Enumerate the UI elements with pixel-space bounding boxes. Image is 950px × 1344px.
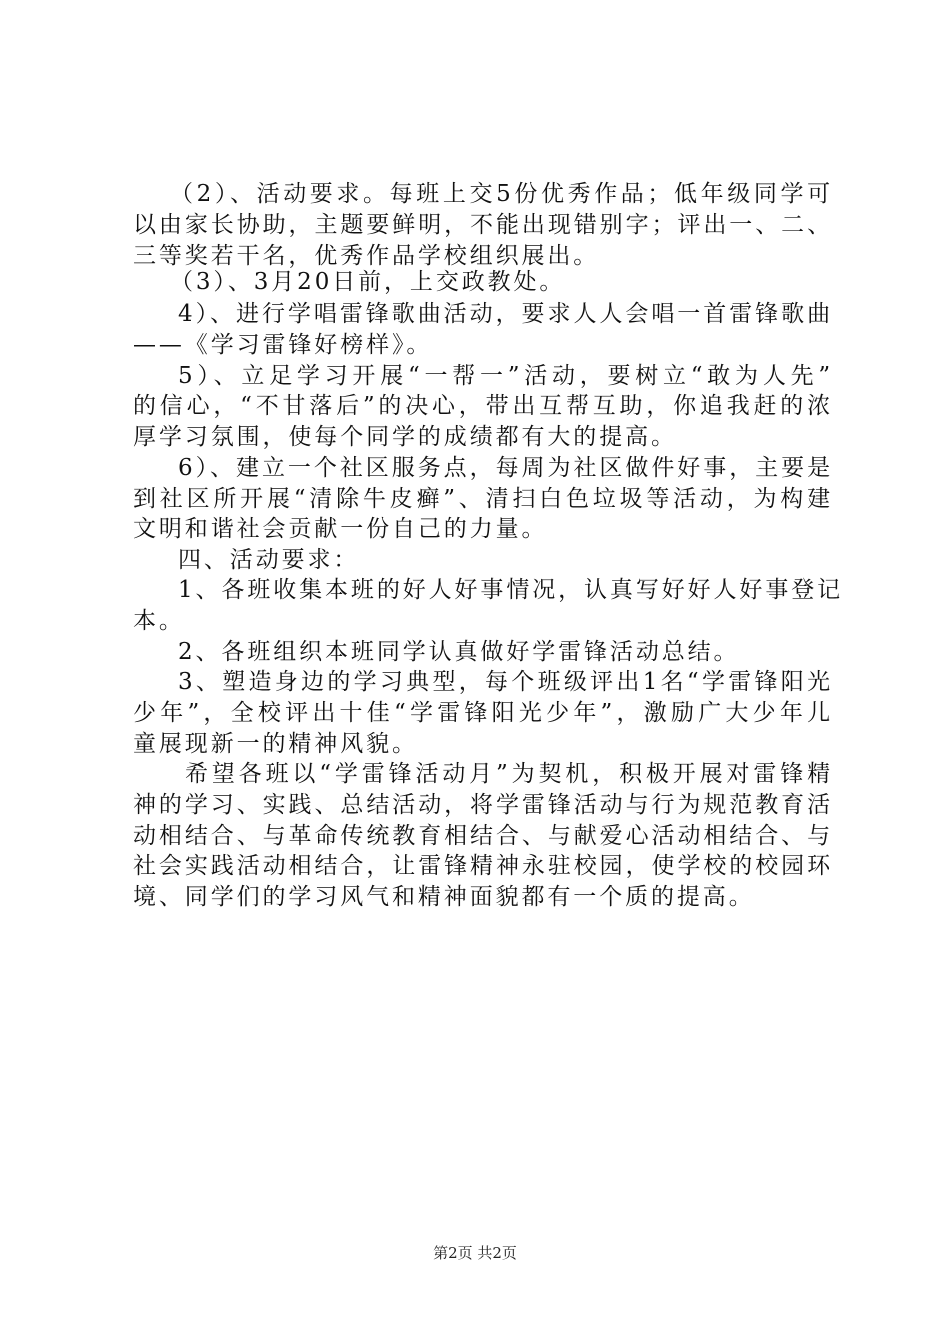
text-line: 三等奖若干名，优秀作品学校组织展出。	[133, 243, 600, 269]
text-line: 4）、进行学唱雷锋歌曲活动，要求人人会唱一首雷锋歌曲	[178, 301, 833, 327]
text-line: 的信心，“不甘落后”的决心，带出互帮互助，你追我赶的浓	[133, 393, 833, 419]
text-line: 2、各班组织本班同学认真做好学雷锋活动总结。	[178, 639, 740, 665]
text-line: 到社区所开展“清除牛皮癣”、清扫白色垃圾等活动，为构建	[133, 486, 833, 512]
text-line: （3）、3月20日前，上交政教处。	[170, 269, 566, 295]
text-line: 动相结合、与革命传统教育相结合、与献爱心活动相结合、与	[133, 823, 833, 849]
text-line: 神的学习、实践、总结活动，将学雷锋活动与行为规范教育活	[133, 792, 833, 818]
text-line: 厚学习氛围，使每个同学的成绩都有大的提高。	[133, 424, 677, 450]
text-line: 以由家长协助，主题要鲜明，不能出现错别字；评出一、二、	[133, 212, 833, 238]
text-line: 5）、立足学习开展“一帮一”活动，要树立“敢为人先”	[178, 363, 833, 389]
text-line: 3、塑造身边的学习典型，每个班级评出1名“学雷锋阳光	[178, 669, 833, 695]
text-line: 希望各班以“学雷锋活动月”为契机，积极开展对雷锋精	[185, 761, 833, 787]
text-line: 少年”，全校评出十佳“学雷锋阳光少年”，激励广大少年儿	[133, 700, 833, 726]
text-line: 1、各班收集本班的好人好事情况，认真写好好人好事登记	[178, 577, 844, 603]
text-line: 社会实践活动相结合，让雷锋精神永驻校园，使学校的校园环	[133, 853, 833, 879]
text-line: ——《学习雷锋好榜样》。	[133, 332, 433, 358]
text-line: 6）、建立一个社区服务点，每周为社区做件好事，主要是	[178, 455, 833, 481]
page-number-footer: 第2页 共2页	[433, 1244, 517, 1262]
text-line: 本。	[133, 608, 185, 634]
section-heading: 四、活动要求：	[178, 547, 360, 573]
text-line: （2）、活动要求。每班上交5份优秀作品；低年级同学可	[170, 181, 833, 207]
text-line: 文明和谐社会贡献一份自己的力量。	[133, 516, 548, 542]
text-line: 童展现新一的精神风貌。	[133, 731, 418, 757]
text-line: 境、同学们的学习风气和精神面貌都有一个质的提高。	[133, 884, 755, 910]
